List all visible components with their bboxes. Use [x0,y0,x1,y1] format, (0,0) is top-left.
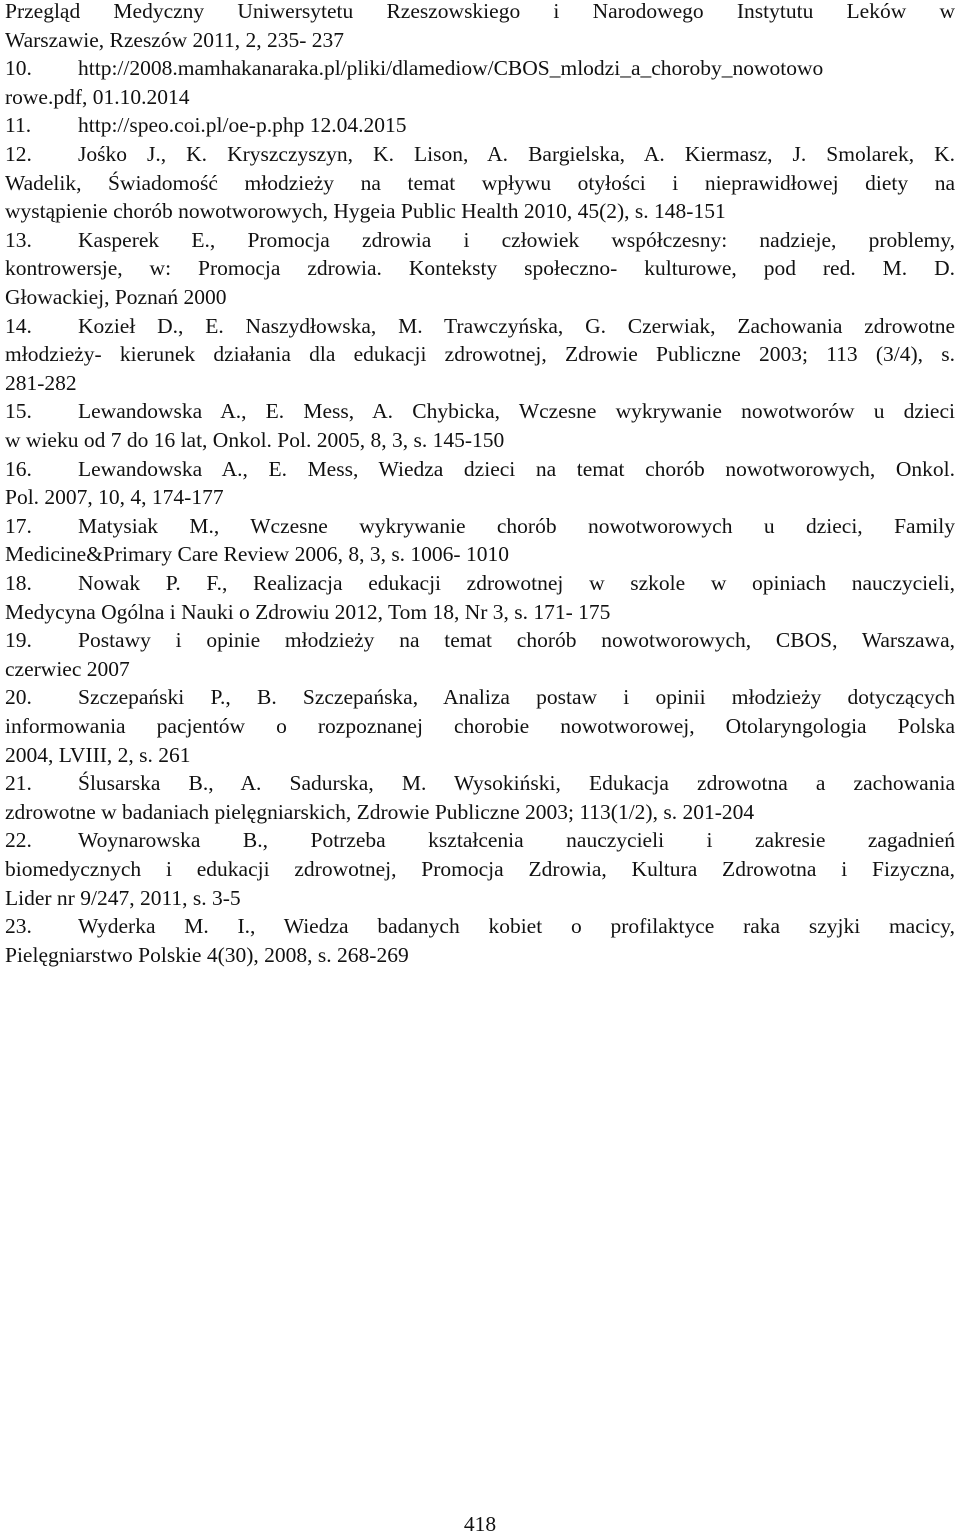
reference-continuation-line [5,254,955,283]
page-number: 418 [463,1512,497,1536]
reference-text: Warszawie, Rzeszów 2011, 2, 235- 237 [5,27,344,52]
reference-entry-line [5,569,955,598]
reference-text: Medycyna Ogólna i Nauki o Zdrowiu 2012, Tom 18, Nr 3, s. 171- 175 [5,599,611,624]
reference-number: 16. [5,456,32,481]
reference-continuation-line [5,26,955,55]
reference-text: Wadelik, Świadomość młodzieży na temat wpływu otyłości i nieprawidłowej diety na [5,170,955,195]
reference-text: Ślusarska B., A. Sadurska, M. Wysokiński, Edukacja zdrowotna a zachowania [78,771,955,796]
reference-text: Głowackiej, Poznań 2000 [5,285,227,309]
reference-text: wystąpienie chorób nowotworowych, Hygeia Public Health 2010, 45(2), s. 148-151 [5,199,726,224]
reference-continuation-line [5,655,955,684]
reference-continuation-line [5,884,955,913]
reference-number: 11. [5,113,32,138]
reference-number: 18. [5,571,32,595]
reference-entry-line [5,455,955,484]
reference-number: 14. [5,313,32,338]
reference-continuation-line [5,197,955,226]
reference-number: 23. [5,914,32,939]
reference-text: zdrowotne w badaniach pielęgniarskich, Zdrowie Publiczne 2003; 113(1/2), s. 201-204 [5,799,755,824]
reference-continuation-line [5,83,955,112]
reference-entry-line [5,140,955,169]
reference-number: 22. [5,828,32,853]
reference-continuation-line [5,598,955,627]
reference-text: 281-282 [5,370,77,395]
reference-continuation-line [5,741,955,770]
reference-text: Kozieł D., E. Naszydłowska, M. Trawczyńska, G. Czerwiak, Zachowania zdrowotne [78,313,955,338]
reference-continuation-line [5,283,955,312]
reference-continuation-line [5,540,955,569]
reference-number: 21. [5,771,32,796]
reference-text: Pol. 2007, 10, 4, 174-177 [5,485,224,510]
reference-text: w wieku od 7 do 16 lat, Onkol. Pol. 2005, 8, 3, s. 145-150 [5,428,505,452]
reference-continuation-line [5,369,955,398]
reference-text: informowania pacjentów o rozpoznanej chorobie nowotworowej, Otolaryngologia Polska [5,714,955,738]
reference-text: Lider nr 9/247, 2011, s. 3-5 [5,885,241,910]
reference-number: 17. [5,513,32,538]
reference-text: Postawy i opinie młodzieży na temat chorób nowotworowych, CBOS, Warszawa, [78,628,955,653]
reference-text: Kasperek E., Promocja zdrowia i człowiek współczesny: nadzieje, problemy, [78,227,955,252]
reference-text: 2004, LVIII, 2, s. 261 [5,742,191,767]
reference-text: Lewandowska A., E. Mess, A. Chybicka, Wczesne wykrywanie nowotworów u dzieci [78,399,955,424]
reference-entry-line [5,226,955,255]
reference-text: Nowak P. F., Realizacja edukacji zdrowotnej w szkole w opiniach nauczycieli, [78,571,955,595]
reference-continuation-line [5,483,955,512]
reference-continuation-line [5,855,955,884]
reference-text: Pielęgniarstwo Polskie 4(30), 2008, s. 268-269 [5,942,409,967]
reference-entry-line [5,397,955,426]
reference-text: rowe.pdf, 01.10.2014 [5,84,190,109]
reference-entry-line [5,312,955,341]
reference-text: młodzieży- kierunek działania dla edukacji zdrowotnej, Zdrowie Publiczne 2003; 113 (3/4), s. [5,342,955,367]
reference-continuation-line [5,0,955,26]
reference-number: 20. [5,685,32,710]
reference-number: 12. [5,142,32,166]
reference-entry-line [5,683,955,712]
reference-text: Szczepański P., B. Szczepańska, Analiza postaw i opinii młodzieży dotyczących [78,685,955,710]
reference-continuation-line [5,941,955,970]
reference-entry-line [5,54,955,83]
reference-number: 13. [5,227,32,252]
reference-continuation-line [5,712,955,741]
reference-entry-line [5,111,955,140]
reference-text: czerwiec 2007 [5,656,130,681]
reference-number: 19. [5,628,32,653]
reference-text: Lewandowska A., E. Mess, Wiedza dzieci na temat chorób nowotworowych, Onkol. [78,456,955,481]
reference-text: Wyderka M. I., Wiedza badanych kobiet o profilaktyce raka szyjki macicy, [78,914,955,939]
reference-text: Medicine&Primary Care Review 2006, 8, 3, s. 1006- 1010 [5,542,509,567]
reference-text: kontrowersje, w: Promocja zdrowia. Konteksty społeczno- kulturowe, pod red. M. D. [5,256,955,281]
reference-continuation-line [5,426,955,455]
reference-number: 10. [5,56,32,81]
reference-text: Woynarowska B., Potrzeba kształcenia nauczycieli i zakresie zagadnień [78,828,955,853]
reference-entry-line [5,626,955,655]
reference-entry-line [5,826,955,855]
reference-text: http://2008.mamhakanaraka.pl/pliki/dlamediow/CBOS_mlodzi_a_choroby_nowotowo [78,56,824,81]
reference-entry-line [5,912,955,941]
reference-number: 15. [5,399,32,424]
reference-text: Matysiak M., Wczesne wykrywanie chorób nowotworowych u dzieci, Family [78,513,955,538]
reference-entry-line [5,769,955,798]
reference-entry-line [5,512,955,541]
reference-text: biomedycznych i edukacji zdrowotnej, Promocja Zdrowia, Kultura Zdrowotna i Fizyczna, [5,857,955,881]
reference-text: Przegląd Medyczny Uniwersytetu Rzeszowskiego i Narodowego Instytutu Leków w [5,0,955,23]
reference-continuation-line [5,169,955,198]
reference-text: http://speo.coi.pl/oe-p.php 12.04.2015 [78,113,407,138]
reference-continuation-line [5,798,955,827]
reference-text: Jośko J., K. Kryszczyszyn, K. Lison, A. Bargielska, A. Kiermasz, J. Smolarek, K. [78,142,955,166]
reference-continuation-line [5,340,955,369]
